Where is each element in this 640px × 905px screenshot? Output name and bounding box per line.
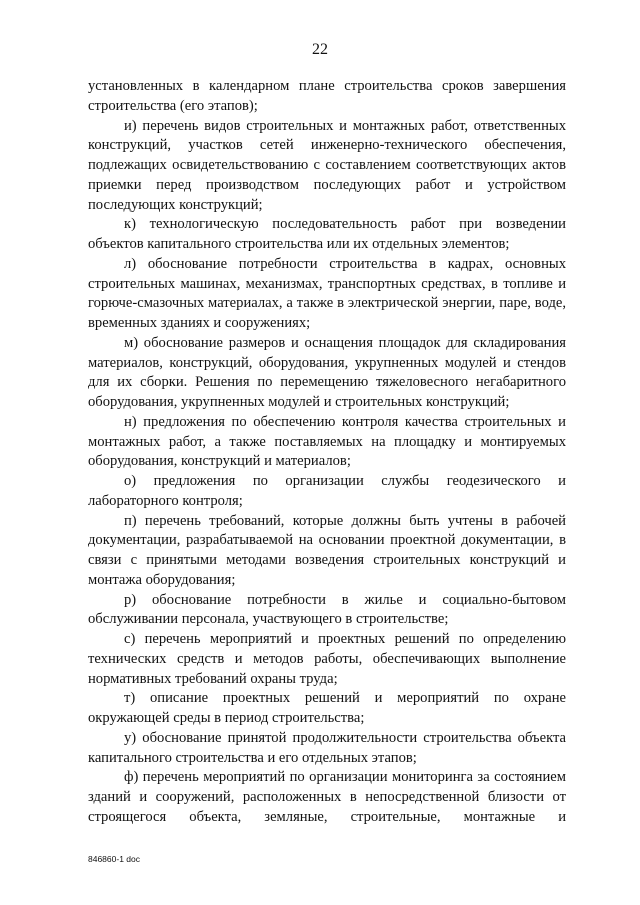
paragraph-i: и) перечень видов строительных и монтажных работ, ответственных конструкций, участков сетей инженерно-технического обеспечения, подлежащих освидетельствованию с составлением соответствующих актов приемки перед производством последующих работ и устройством последующих конструкций;	[88, 117, 566, 213]
document-body	[88, 77, 566, 828]
document-code: 846860-1 doc	[88, 854, 140, 864]
paragraph-m: м) обоснование размеров и оснащения площадок для складирования материалов, конструкций, оборудования, укрупненных модулей и стендов для их сборки. Решения по перемещению тяжеловесного негабаритного оборудования, укрупненных модулей и строительных конструкций;	[88, 334, 566, 410]
paragraph-u: у) обоснование принятой продолжительности строительства объекта капитального строительства и его отдельных этапов;	[88, 729, 566, 766]
paragraph-o: о) предложения по организации службы геодезического и лабораторного контроля;	[88, 473, 566, 509]
paragraph-p: п) перечень требований, которые должны быть учтены в рабочей документации, разрабатываемой на основании проектной документации, в связи с принятыми методами возведения строительных конструкций и монтажа оборудования;	[88, 512, 566, 588]
paragraph-t: т) описание проектных решений и мероприятий по охране окружающей среды в период строительства;	[88, 690, 566, 726]
paragraph-l: л) обоснование потребности строительства в кадрах, основных строительных машинах, механизмах, транспортных средствах, в топливе и горюче-смазочных материалах, а также в электрической энергии, паре, воде, временных зданиях и сооружениях;	[88, 255, 566, 331]
paragraph-k: к) технологическую последовательность работ при возведении объектов капитального строительства или их отдельных элементов;	[88, 216, 566, 252]
page-number: 22	[312, 41, 328, 58]
paragraph-s: с) перечень мероприятий и проектных решений по определению технических средств и методов работы, обеспечивающих выполнение нормативных требований охраны труда;	[88, 631, 566, 687]
paragraph-f: ф) перечень мероприятий по организации мониторинга за состоянием зданий и сооружений, расположенных в непосредственной близости от строящегося объекта, земляные, строительные, монтажные и	[88, 769, 566, 825]
paragraph-n: н) предложения по обеспечению контроля качества строительных и монтажных работ, а также поставляемых на площадку и монтируемых оборудования, конструкций и материалов;	[88, 413, 566, 470]
paragraph-r: р) обоснование потребности в жилье и социально-бытовом обслуживании персонала, участвующего в строительстве;	[88, 591, 566, 628]
paragraph-continuation: установленных в календарном плане строительства сроков завершения строительства (его этапов);	[88, 78, 566, 114]
